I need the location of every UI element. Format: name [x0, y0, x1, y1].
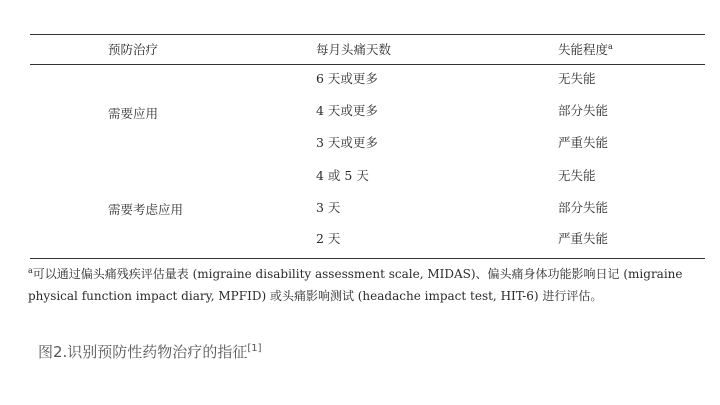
table-cell-disability: 无失能	[558, 168, 596, 183]
caption-reference: [1]	[247, 343, 262, 354]
footnote-marker: a	[28, 266, 33, 275]
table-cell-days: 6 天或更多	[316, 71, 378, 86]
table-cell-days: 4 或 5 天	[316, 168, 369, 183]
figure-caption	[38, 341, 262, 362]
caption-text: 图2.识别预防性药物治疗的指征	[38, 343, 248, 361]
table-header-rule	[30, 64, 705, 65]
table-cell-disability: 部分失能	[558, 103, 609, 118]
footnote-text: 可以通过偏头痛残疾评估量表 (migraine disability assessment scale, MIDAS)、偏头痛身体功能影响日记 (migraine physical function impact diary, MPFID) 或头痛影响测试 (headache impact test, HIT-6) 进行评估。	[28, 267, 683, 303]
table-cell-days: 3 天或更多	[316, 135, 378, 150]
table-cell-disability: 严重失能	[558, 231, 609, 246]
header-disability	[558, 42, 613, 58]
table-footnote	[28, 263, 716, 307]
header-days: 每月头痛天数	[316, 42, 392, 57]
table-cell-disability: 部分失能	[558, 200, 609, 215]
header-disability-footnote-marker: a	[608, 41, 613, 51]
document-page	[10, 0, 710, 405]
table-cell-disability: 严重失能	[558, 135, 609, 150]
header-disability-label: 失能程度	[558, 42, 609, 57]
header-treatment: 预防治疗	[108, 42, 159, 57]
table-top-rule	[30, 34, 705, 35]
table-cell-disability: 无失能	[558, 71, 596, 86]
table-bottom-rule	[30, 258, 705, 259]
table-cell-days: 4 天或更多	[316, 103, 378, 118]
group-label-consider: 需要考虑应用	[108, 202, 184, 217]
table-cell-days: 2 天	[316, 231, 341, 246]
group-label-required: 需要应用	[108, 106, 159, 121]
table-cell-days: 3 天	[316, 200, 341, 215]
